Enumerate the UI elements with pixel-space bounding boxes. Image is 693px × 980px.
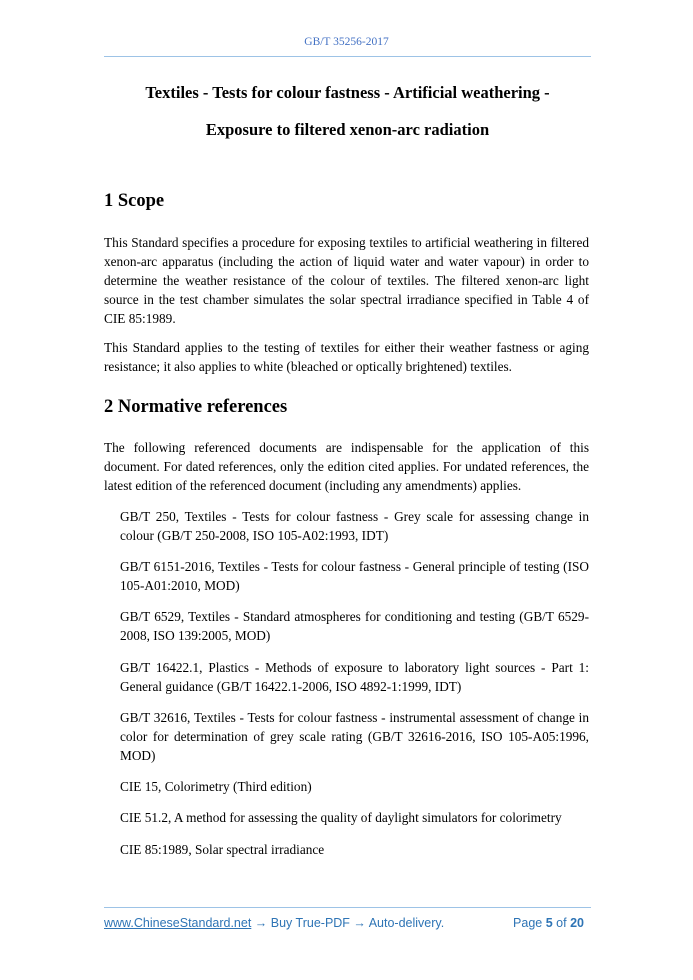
reference-item: GB/T 6151-2016, Textiles - Tests for colour fastness - General principle of testing (ISO 105-A01:2010, MOD) <box>120 559 589 593</box>
page-current: 5 <box>545 916 553 930</box>
page-label: Page <box>513 916 543 930</box>
document-title-line-2: Exposure to filtered xenon-arc radiation <box>205 120 490 139</box>
reference-item: GB/T 6529, Textiles - Standard atmospheres for conditioning and testing (GB/T 6529-2008, ISO 139:2005, MOD) <box>120 609 589 643</box>
reference-item: GB/T 16422.1, Plastics - Methods of exposure to laboratory light sources - Part 1: General guidance (GB/T 16422.1-2006, ISO 4892-1:1999, IDT) <box>120 660 589 694</box>
reference-item: CIE 15, Colorimetry (Third edition) <box>120 779 312 794</box>
document-title-line-1: Textiles - Tests for colour fastness - Artificial weathering - <box>145 83 550 102</box>
running-header: GB/T 35256-2017 <box>304 36 389 48</box>
reference-item: GB/T 32616, Textiles - Tests for colour fastness - instrumental assessment of change in color for determination of grey scale rating (GB/T 32616-2016, ISO 105-A05:1996, MOD) <box>120 710 589 763</box>
footer-divider <box>104 907 591 908</box>
normative-intro-paragraph: The following referenced documents are indispensable for the application of this document. For dated references, only the edition cited applies. For undated references, the latest edition of the referenced document (including any amendments) applies. <box>104 440 589 493</box>
scope-paragraph: This Standard applies to the testing of textiles for either their weather fastness or aging resistance; it also applies to white (bleached or optically brightened) textiles. <box>104 340 589 374</box>
reference-item: GB/T 250, Textiles - Tests for colour fastness - Grey scale for assessing change in colour (GB/T 250-2008, ISO 105-A02:1993, IDT) <box>120 509 589 543</box>
reference-item: CIE 85:1989, Solar spectral irradiance <box>120 842 325 857</box>
page-number <box>513 916 584 930</box>
section-heading-scope: 1 Scope <box>104 191 165 211</box>
section-heading-normative-references: 2 Normative references <box>104 397 288 417</box>
page-of-label: of <box>556 916 567 930</box>
footer-site-link[interactable]: www.ChineseStandard.net <box>104 916 252 930</box>
footer-promo <box>104 916 444 930</box>
page-total: 20 <box>570 916 584 930</box>
footer-promo-text: → Buy True-PDF → Auto-delivery. <box>251 916 445 930</box>
header-divider <box>104 56 591 57</box>
scope-paragraph: This Standard specifies a procedure for exposing textiles to artificial weathering in filtered xenon-arc apparatus (including the action of liquid water and water vapour) in order to determine the weather resistance of the colour of textiles. The filtered xenon-arc light source in the test chamber simulates the solar spectral irradiance specified in Table 4 of CIE 85:1989. <box>104 235 589 326</box>
reference-item: CIE 51.2, A method for assessing the quality of daylight simulators for colorimetry <box>120 810 562 825</box>
